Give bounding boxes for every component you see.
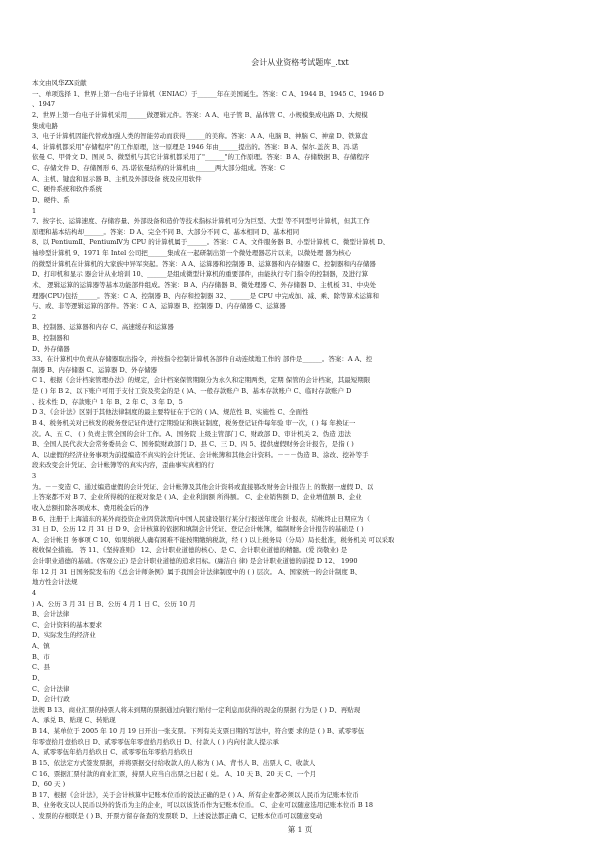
text-line: 段来改变会计凭证、会计帐簿等的真实内容，歪曲事实真相的行 (32, 461, 214, 470)
text-line: ) A、公历 3 月 31 日 B、公历 4 月 1 日 C、公历 10 月 (32, 599, 196, 608)
text-line: A、主机、键盘和显示器 B、主机及外部设备 统及应用软件 (32, 174, 202, 183)
text-line: C 1、根据《会计档案管理办法》的规定，会计档案保管期限分为永久和定期两类，定期 保管的会计档案，其最短期限 (32, 376, 371, 385)
text-line: 袖珍型计算机 9、1971 年 Intel 公司把______集成在一起研制出第一个微处理器芯片以来，以微处理 器为核心 (32, 249, 352, 257)
text-line: 1 (32, 206, 37, 215)
text-line: D、 (32, 673, 44, 682)
text-line: 税收保全措施。 答 11、《坚持准则》 12、会计职业道德的核心、是 C、会计职业道德的精髓。(爱 岗敬业) 是 (32, 546, 348, 555)
text-line: 原理和基本结构却______。答案：D A、完全不同 B、大部分不同 C、基本相同 D、基本相同 (32, 227, 300, 236)
document-title: 会计从业资格考试题库_.txt (251, 58, 349, 67)
text-line: D、实际发生的经济业 (32, 631, 96, 640)
text-line: 、1947 (32, 100, 56, 109)
text-line: 2 (32, 312, 37, 321)
page-number: 第 1 页 (287, 825, 313, 834)
text-line: 术、 逻辑运算的运算器等基本功能部件组成。答案：B A、内存储器 B、微处理器 C、外存储器 D、主机板 31、中央处 (32, 280, 377, 289)
text-line: B 17、根据《会计法》，关于会计核算中记账本位币的说法正确的是 ( ) A、所有企业都必须以人民币为记账本位币 (32, 790, 359, 799)
text-line: C、硬件系统和软件系统 (32, 185, 102, 194)
text-line: D 3、《会计法》区别于其他法律制度的最主要特征在于它的 ( )A、规范性 B、实施性 C、全面性 (32, 408, 309, 417)
text-line: A、镇 (32, 642, 50, 650)
text-line: 次。A、五 C、 ( ) 负责主管全国的会计工作。A、国务院 上级主管部门 C、财政部 D、审计机关 2、伪造 违法 (32, 429, 351, 438)
text-line: D、打印机和显示 器会计从业培训 10、______是组成微型计算机的重要部件，由能执行专门指令的控制器，及进行算 (32, 270, 369, 279)
text-line: B 6、注册于上海浦东的某外商投资企业因贷款需向中国人民建设银行某分行报送年度会 计报表，结帐终止日期应为（ (32, 514, 371, 523)
text-line: 年零壹拾月壹拾玖日 D、贰零零伍年零壹拾月拾玖日 D、付款人 ( ) 内向付款人提示承 (32, 737, 279, 746)
text-line: 的微型计算机在计算机的大家族中异军突起。答案：A A、运算器和控制器 B、运算器和内存储器 C、控制器和内存储器 (32, 259, 376, 268)
text-line: 法规 B 13、商业汇票的持票人将未到期的票据通过向银行贴付一定利息而获得的现金的票据 行为是 ( ) D、再贴现 (32, 705, 361, 714)
text-line: A、贰零零伍年拾月拾玖日 C、贰零零伍年零拾月拾玖日 (32, 748, 194, 757)
text-line: 是 ( ) 年 B 2、以下账户可用于支付工资及奖金的是 ( )A、一般存款账户 B、基本存款账户 C、临时存款账户 D (32, 387, 352, 396)
text-line: A、以虚假的经济业务事项为前提编造不真实的会计凭证、会计帐簿和其他会计资料。－－－伪造 B、涂改、挖补等手 (32, 450, 369, 459)
text-line: 上答案都不对 B 7、企业所得税的征税对象是 ( )A、企业利润额 所得额。 C、企业销售额 D、企业增值额 B、企业 (32, 493, 362, 502)
text-line: 为。－－变造 C、通过编造虚假的会计凭证、会计帐簿及其他会计资料或直接篡改财务会计报告上 的数据一虚假 D、以 (32, 482, 374, 491)
text-line: 4、计算机都采用"存储程序"的工作原理，这一原理是 1946 年由______提出的。答案：B A、保尔.盖茨 B、冯.诺 (32, 142, 359, 151)
text-line: 与、或、非等逻辑运算的部件。答案：C A、运算器 B、控制器 D、内存储器 C、运算器 (32, 302, 286, 311)
text-line: 31 日 D、公历 12 月 31 日 D 9、会计核算的依据和填制会计凭证、登记会计帐簿，编制财务会计报告的基础是 ( ) (32, 525, 364, 534)
text-line: 3、电子计算机因能代替或加强人类的智能劳动而获得______的美称。答案：A A、电脑 B、神脑 C、神童 D、铁算盘 (32, 132, 368, 141)
text-line: 33、在计算机中负责从存储器取出指令，并按指令控制计算机各部件自动连续地工作的 部件是______。答案：A A、控 (32, 355, 373, 364)
text-line: A、承兑 B、贴现 C、转贴现 (32, 716, 116, 725)
text-line: 7、按字长、运算速度、存储容量、外部设备和造价等技术指标计算机可分为巨型、大型 等不同型号计算机，但其工作 (32, 217, 370, 226)
text-line: 、技术性 D、存款账户 1 年 B、2 年 C、3 年 D、5 (32, 397, 183, 406)
text-line: D、会计行政 (32, 695, 70, 704)
text-line: D、硬件、系 (32, 195, 70, 204)
text-line: C、会计资料的基本要求 (32, 620, 102, 629)
text-line: 理器(CPU)包括______。答案：C A、控制器 B、内存和控制器 32、______是 CPU 中完成加、减、乘、除等算术运算和 (32, 291, 380, 300)
text-line: B 4、税务机关对已核发的税务登记证件进行定期验证和换证制度，税务登记证件每年验 审一次，( ) 每 年换证一 (32, 418, 356, 427)
text-line: 2、世界上第一台电子计算机采用______做逻辑元件。答案：A A、电子管 B、晶体管 C、小规模集成电路 D、大规模 (32, 110, 368, 119)
text-line: 4 (32, 588, 37, 597)
text-line: B 15、依法定方式签发票据，并将票据交付给收款人的人称为 ( )A、背书人 B、出票人 C、收款人 (32, 758, 316, 767)
text-line: 地方性会计法规 (32, 578, 78, 587)
text-line: B、会计法律 (32, 610, 70, 619)
text-line: B、控制器和 (32, 334, 70, 342)
text-line: B、业务收支以人民币以外的货币为主的企业，可以以该货币作为记账本位币。 C、企业可以随意选用记账本位币 B 18 (32, 801, 373, 810)
text-line: B、市 (32, 652, 50, 661)
text-line: C、县 (32, 663, 50, 672)
text-line: C、存储文件 D、存储图形 6、冯.诺依曼结构的计算机由______两大部分组成。答案：C (32, 164, 285, 172)
text-line: D、外存储器 (32, 344, 70, 353)
text-line: 年 12 月 31 日国务院发布的《总会计师条例》属于我国会计法律制度中的 ( ) 层次。 A、国家统一的会计制度 B、 (32, 567, 362, 576)
text-line: 会计职业道德的基础。(客观公正) 是会计职业道德的追求目标。(廉洁自 律) 是会计职业道德的前提 D 12、 1990 (32, 557, 358, 565)
text-line: 制器 B、内存储器 C、运算器 D、外存储器 (32, 365, 158, 374)
text-line: 依曼 C、甲骨文 D、图灵 5、微型机与其它计算机都采用了"______"的工作原理。答案：B A、存储数据 B、存储程序 (32, 153, 370, 162)
text-line: C、会计法律 (32, 684, 70, 693)
text-line: 集成电路 (32, 121, 58, 130)
text-line: 8、以 PentiumⅡ、PentiumⅣ为 CPU 的计算机属于______。答案：C A、文件服务器 B、小型计算机 C、微型计算机 D、 (32, 238, 390, 247)
text-line: C 16、票据汇票付款的商业汇票，持票人应当自出票之日起 ( 兑。 A、10 天 B、20 天 C、一个月 (32, 769, 317, 778)
text-line: A、会计帐目 务事项 C 10、如果纳税人确有困难不能按期缴纳税款，经 ( ) 以上税务局（分局）局长批准，税务机关 可以采取 (32, 535, 395, 544)
text-line: 本文由风华ZX贡献 (32, 79, 87, 87)
text-line: B、全国人民代表大会常务委员会 C、国务院财政部门 D、县 C、三 D、四 5、提供虚假财务会计报告，是指 ( ) (32, 440, 354, 449)
text-line: 一、单项选择 1、世界上第一台电子计算机（ENIAC）于______年在美国诞生。答案：C A、1944 B、1945 C、1946 D (32, 89, 384, 98)
text-line: 收入总额扣除各项成本、费用税金后的净 (32, 503, 149, 512)
text-line: D、60 天 ) (32, 780, 66, 789)
text-line: B、控制器、运算器和内存 C、高速缓存和运算器 (32, 323, 174, 332)
text-line: B 14、某单位于 2005 年 10 月 19 日开出一张支票。下列有关支票日期的写法中，符合要 求的是 ( ) B、贰零零伍 (32, 727, 365, 735)
text-line: 3 (32, 472, 37, 481)
text-line: 、发票的存根联是 ( ) B、开票方留存备查的发票联 D、上述说法都正确 C、记账本位币可以随意变动 (32, 812, 323, 820)
